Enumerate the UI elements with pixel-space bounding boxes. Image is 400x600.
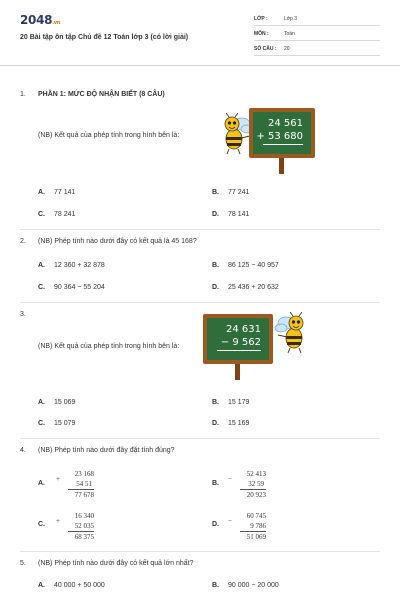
vertical-calculation [228,470,266,502]
chalkboard-rule [263,144,303,145]
option-text: 15 069 [54,399,76,406]
option-letter: D. [212,284,219,291]
option-d[interactable] [212,521,228,528]
option-letter: D. [212,521,219,528]
option-c[interactable] [38,420,75,427]
question-number: 2. [20,238,26,245]
question-5-text: (NB) Phép tính nào dưới đây có kết quả lớn nhất? [38,560,194,567]
chalkboard-rule [217,350,261,351]
option-letter: A. [38,262,45,269]
option-c[interactable] [38,284,105,291]
option-a[interactable] [38,480,54,487]
document-title: 20 Bài tập ôn tập Chủ đề 12 Toán lớp 3 (có lời giải) [20,34,189,41]
result: 68 375 [74,533,94,541]
option-text: 78 141 [228,211,250,218]
option-text: 90 364 − 55 204 [54,284,105,291]
second-operand: 32 59 [248,480,264,488]
option-letter: C. [38,284,45,291]
chalkboard-post [235,364,240,380]
option-text: 40 000 + 50 000 [54,582,105,589]
option-text: 90 000 − 20 000 [228,582,279,589]
option-text: 15 079 [54,420,76,427]
question-number: 1. [20,91,26,98]
option-letter: A. [38,399,45,406]
option-b[interactable] [212,399,249,406]
question-divider [20,438,380,439]
question-4-text: (NB) Phép tính nào dưới đây đặt tính đúng? [38,447,175,454]
meta-key: LỚP : [254,16,268,22]
option-text: 86 125 − 40 957 [228,262,279,269]
option-text: 15 169 [228,420,250,427]
option-letter: B. [212,189,219,196]
first-operand: 16 340 [74,512,94,520]
chalkboard-bottom-number: + 53 680 [256,131,303,142]
chalkboard-surface [203,314,273,364]
vertical-calculation [56,470,94,502]
option-letter: A. [38,189,45,196]
option-b[interactable] [212,582,279,589]
sum-line [240,531,266,532]
option-d[interactable] [212,420,249,427]
chalkboard-top-number: 24 631 [226,324,261,335]
meta-value: Lớp 3 [284,16,298,22]
operation-sign: − [228,517,232,525]
option-letter: B. [212,480,219,487]
option-a[interactable] [38,189,75,196]
meta-row-class [254,14,380,26]
option-text: 77 141 [54,189,76,196]
vertical-calculation [56,512,94,544]
second-operand: 52 035 [74,522,94,530]
sum-line [68,531,94,532]
option-text: 12 360 + 32 878 [54,262,105,269]
option-text: 77 241 [228,189,250,196]
option-text: 15 179 [228,399,250,406]
option-a[interactable] [38,582,105,589]
first-operand: 60 745 [246,512,266,520]
option-c[interactable] [38,521,54,528]
operation-sign: + [56,517,60,525]
question-divider [20,302,380,303]
meta-key: SỐ CÂU : [254,46,277,52]
site-logo[interactable] [20,13,60,27]
option-c[interactable] [38,211,75,218]
question-divider [20,551,380,552]
option-d[interactable] [212,284,279,291]
vertical-calculation [228,512,266,544]
result: 20 923 [246,491,266,499]
meta-value: Toán [284,31,295,37]
option-d[interactable] [212,211,249,218]
question-3-text: (NB) Kết quả của phép tính trong hình bên là: [38,343,180,350]
option-a[interactable] [38,262,105,269]
bee-illustration [274,310,314,356]
option-a[interactable] [38,399,75,406]
option-letter: D. [212,211,219,218]
chalkboard-bottom-number: − 9 562 [220,337,261,348]
operation-sign: − [228,475,232,483]
meta-row-subject [254,29,380,41]
sum-line [240,489,266,490]
first-operand: 23 168 [74,470,94,478]
result: 77 678 [74,491,94,499]
question-1-text: (NB) Kết quả của phép tính trong hình bên là: [38,132,180,139]
chalkboard [249,108,315,174]
option-b[interactable] [212,262,279,269]
option-text: 78 241 [54,211,76,218]
question-number: 3. [20,311,26,318]
option-letter: B. [212,582,219,589]
chalkboard-top-number: 24 561 [268,118,303,129]
bee-illustration [214,112,254,156]
option-letter: C. [38,211,45,218]
question-2-text: (NB) Phép tính nào dưới đây có kết quả là 45 168? [38,238,197,245]
second-operand: 54 51 [76,480,92,488]
result: 51 069 [246,533,266,541]
sum-line [68,489,94,490]
meta-value: 20 [284,46,290,52]
meta-row-count [254,44,380,56]
option-letter: B. [212,262,219,269]
option-text: 25 436 + 20 632 [228,284,279,291]
chalkboard-post [279,158,284,174]
option-b[interactable] [212,480,228,487]
first-operand: 52 413 [246,470,266,478]
operation-sign: + [56,475,60,483]
question-number: 4. [20,447,26,454]
option-letter: A. [38,480,45,487]
question-divider [20,229,380,230]
option-letter: A. [38,582,45,589]
logo-text: 2048 [20,13,53,27]
chalkboard [203,314,273,380]
option-letter: C. [38,521,45,528]
document-header [0,0,400,66]
option-letter: C. [38,420,45,427]
meta-key: MÔN : [254,31,269,37]
option-b[interactable] [212,189,249,196]
option-letter: D. [212,420,219,427]
second-operand: 9 786 [250,522,266,530]
question-number: 5. [20,560,26,567]
chalkboard-surface [249,108,315,158]
section-title: PHẦN 1: MỨC ĐỘ NHẬN BIẾT (8 CÂU) [38,91,165,98]
logo-suffix: .vn [52,20,61,26]
option-letter: B. [212,399,219,406]
